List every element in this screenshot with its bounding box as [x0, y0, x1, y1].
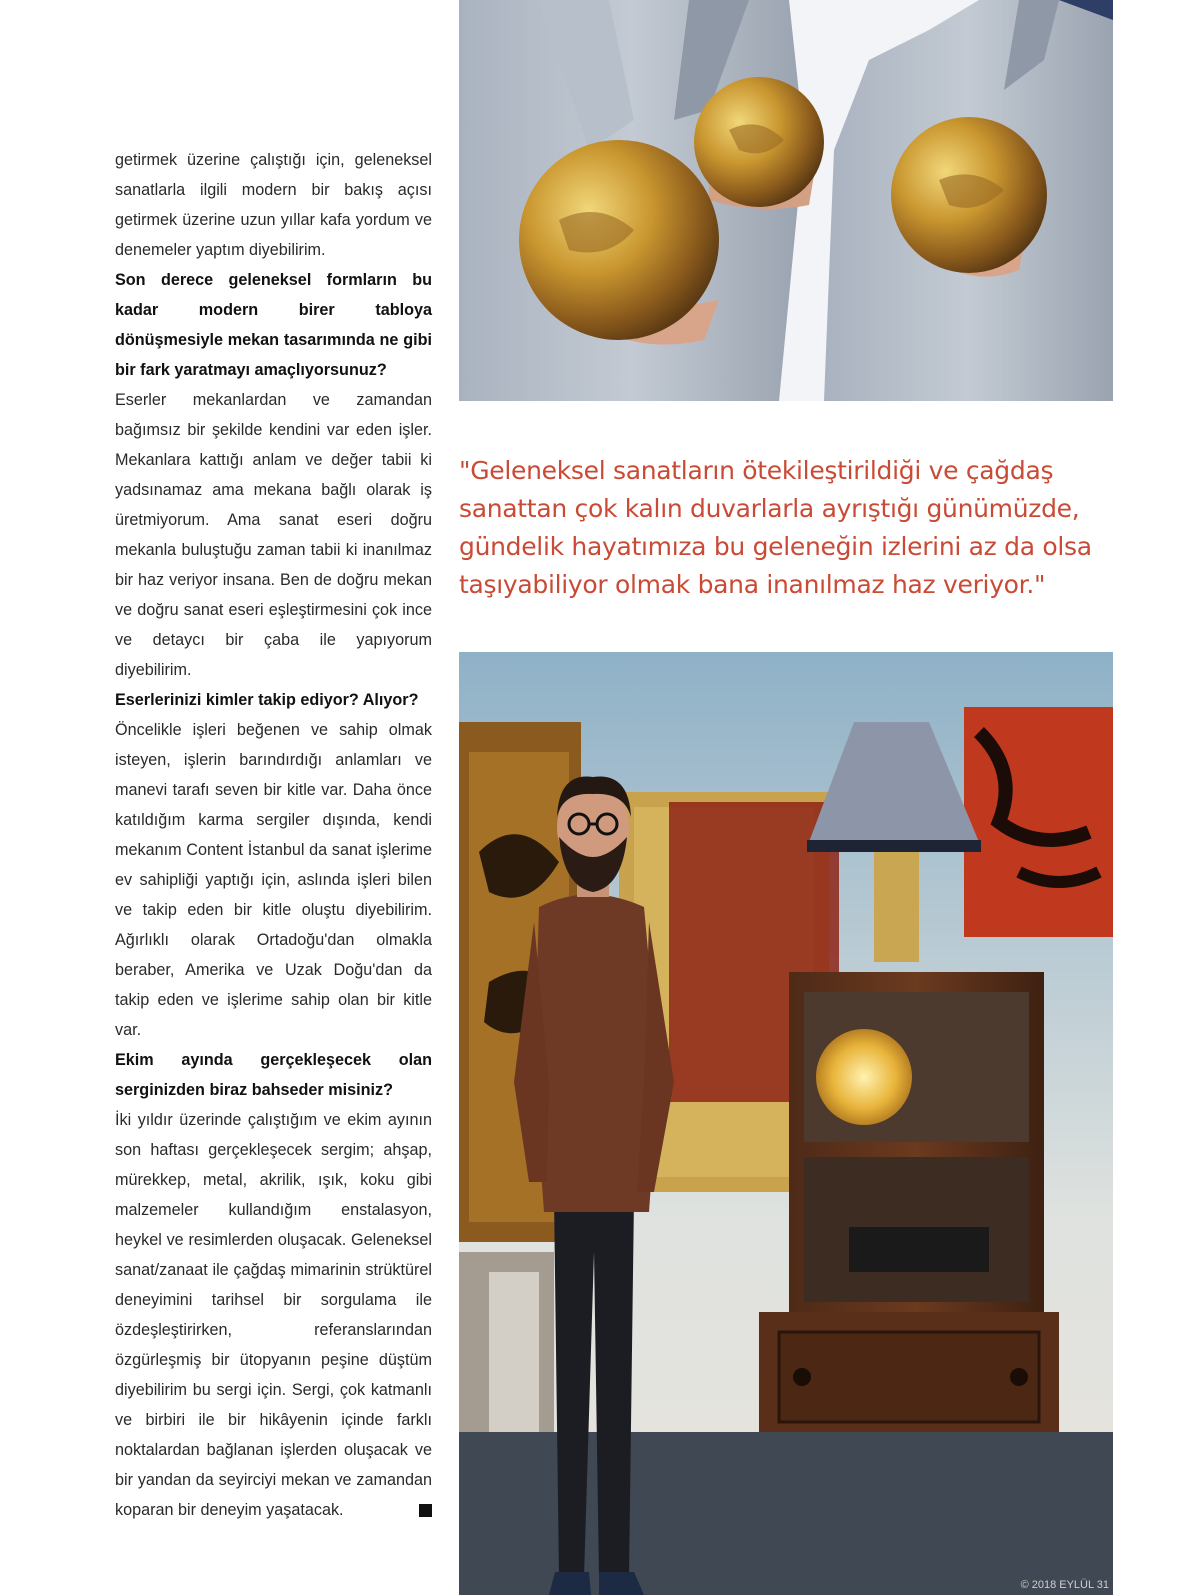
- photo-gilded-spheres-illustration: [459, 0, 1113, 401]
- interview-question: Eserlerinizi kimler takip ediyor? Alıyor?: [115, 691, 419, 709]
- body-paragraph: getirmek üzerine çalıştığı için, geleneksel sanatlarla ilgili modern bir bakış açısı getirmek üzerine uzun yıllar kafa yordum ve denemeler yaptım diyebilirim.: [115, 151, 432, 259]
- photo-gilded-spheres: [459, 0, 1113, 401]
- pull-quote: "Geleneksel sanatların ötekileştirildiği ve çağdaş sanattan çok kalın duvarlarla ayrıştığı günümüzde, gündelik hayatımıza bu geleneğin izlerini az da olsa taşıyabiliyor olmak bana inanılmaz haz veriyor.": [459, 456, 1092, 599]
- body-paragraph: Öncelikle işleri beğenen ve sahip olmak isteyen, işlerin barındırdığı anlamları ve manevi tarafı seven bir kitle var. Daha önce katıldığım karma sergiler dışında, kendi mekanım Content İstanbul da sanat işlerime ev sahipliği yaptığı için, aslında işleri bilen ve takip eden bir kitle oluştu diyebilirim. Ağırlıklı olarak Ortadoğu'dan olmakla beraber, Amerika ve Uzak Doğu'dan da takip eden ve işlerime sahip olan bir kitle var.: [115, 721, 432, 1039]
- black-square-end-mark-icon: [419, 1504, 432, 1517]
- body-paragraph: İki yıldır üzerinde çalıştığım ve ekim ayının son haftası gerçekleşecek sergim; ahşap, mürekkep, metal, akrilik, ışık, koku gibi malzemeler kullandığım enstalasyon, heykel ve resimlerden oluşacak. Geleneksel sanat/zanaat ile çağdaş mimarinin strüktürel deneyimini tarihsel bir sorgulama ile özdeşleştirirken, referanslarından özgürleşmiş bir ütopyanın peşine düştüm diyebilirim bu sergi için. Sergi, çok katmanlı ve birbiri ile bir hikâyenin içinde farklı noktalardan bağlanan işlerden oluşacak ve bir yandan da seyirciyi mekan ve zamandan koparan bir deneyim yaşatacak.: [115, 1111, 432, 1519]
- body-paragraph: Eserler mekanlardan ve zamandan bağımsız bir şekilde kendini var eden işler. Mekanlara kattığı anlam ve değer tabii ki yadsınamaz ama mekana bağlı olarak iş üretmiyorum. Ama sanat eseri doğru mekanla buluştuğu zaman tabii ki inanılmaz bir haz veriyor insana. Ben de doğru mekan ve doğru sanat eseri eşleştirmesini çok ince ve detaycı bir çaba ile yapıyorum diyebilirim.: [115, 391, 432, 679]
- photo-artist-portrait: [459, 652, 1113, 1595]
- interview-question: Ekim ayında gerçekleşecek olan serginizden biraz bahseder misiniz?: [115, 1051, 432, 1099]
- article-body: [115, 145, 432, 1525]
- interview-question: Son derece geleneksel formların bu kadar modern birer tabloya dönüşmesiyle mekan tasarımında ne gibi bir fark yaratmayı amaçlıyorsunuz?: [115, 271, 432, 379]
- photo-artist-portrait-illustration: [459, 652, 1113, 1595]
- page-footer: © 2018 EYLÜL 31: [1020, 1579, 1109, 1591]
